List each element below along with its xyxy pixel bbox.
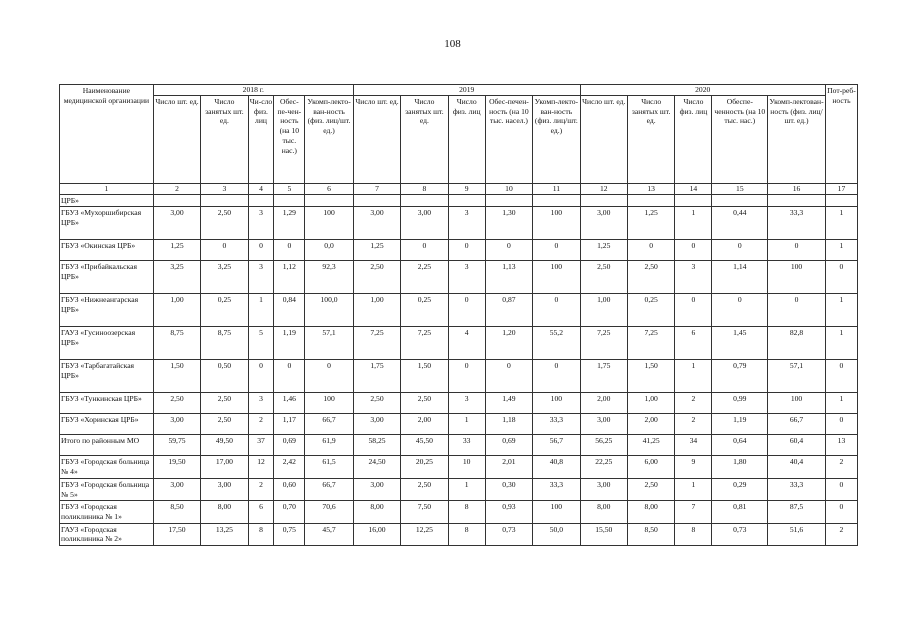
org-name-cell: ГАУЗ «Гусиноозерская ЦРБ»: [60, 327, 154, 360]
value-cell: 8,50: [627, 523, 674, 545]
org-name-cell: ГАУЗ «Городская поликлиника № 2»: [60, 523, 154, 545]
value-cell: 41,25: [627, 435, 674, 456]
value-cell: 0: [485, 360, 532, 393]
value-cell: 12,25: [401, 523, 448, 545]
value-cell: 100,0: [305, 294, 354, 327]
value-cell: 17,50: [153, 523, 200, 545]
value-cell: 3: [248, 393, 274, 414]
value-cell: 57,1: [768, 360, 826, 393]
value-cell: 0: [305, 360, 354, 393]
value-cell: 3: [448, 261, 485, 294]
value-cell: 3,00: [353, 478, 400, 500]
value-cell: 60,4: [768, 435, 826, 456]
value-cell: 1: [825, 207, 857, 240]
header-year-2018: 2018 г.: [153, 85, 353, 96]
value-cell: 6: [248, 501, 274, 523]
org-name-cell: ГБУЗ «Мухоршибирская ЦРБ»: [60, 207, 154, 240]
value-cell: 20,25: [401, 456, 448, 478]
value-cell: 16,00: [353, 523, 400, 545]
value-cell: 8,00: [627, 501, 674, 523]
value-cell: [580, 194, 627, 207]
value-cell: [768, 194, 826, 207]
value-cell: 3,00: [401, 207, 448, 240]
column-number: 1: [60, 184, 154, 195]
value-cell: 0: [675, 240, 712, 261]
value-cell: 3,25: [201, 261, 248, 294]
value-cell: 7,50: [401, 501, 448, 523]
value-cell: 8: [448, 523, 485, 545]
value-cell: [353, 194, 400, 207]
value-cell: 0: [533, 360, 580, 393]
value-cell: 61,5: [305, 456, 354, 478]
value-cell: [448, 194, 485, 207]
value-cell: 40,8: [533, 456, 580, 478]
value-cell: 0,93: [485, 501, 532, 523]
value-cell: 19,50: [153, 456, 200, 478]
value-cell: 0: [274, 360, 305, 393]
value-cell: 3,00: [353, 414, 400, 435]
value-cell: 34: [675, 435, 712, 456]
value-cell: 1,75: [580, 360, 627, 393]
value-cell: 15,50: [580, 523, 627, 545]
value-cell: 0,87: [485, 294, 532, 327]
value-cell: 12: [248, 456, 274, 478]
value-cell: 49,50: [201, 435, 248, 456]
table-row: [60, 194, 858, 207]
value-cell: 0,25: [627, 294, 674, 327]
column-number: 7: [353, 184, 400, 195]
value-cell: 8,75: [153, 327, 200, 360]
value-cell: 0,44: [712, 207, 768, 240]
value-cell: 10: [448, 456, 485, 478]
value-cell: [627, 194, 674, 207]
value-cell: 7,25: [401, 327, 448, 360]
value-cell: 2,00: [401, 414, 448, 435]
value-cell: 33,3: [768, 207, 826, 240]
value-cell: 82,8: [768, 327, 826, 360]
header-year-2020: 2020: [580, 85, 825, 96]
value-cell: 8: [675, 523, 712, 545]
value-cell: 2,50: [201, 414, 248, 435]
column-number: 15: [712, 184, 768, 195]
value-cell: 0,73: [485, 523, 532, 545]
value-cell: 0,30: [485, 478, 532, 500]
header-need: Пот-реб-ность: [825, 85, 857, 184]
header-2018-col-2: Число занятых шт. ед.: [201, 96, 248, 184]
value-cell: 1,17: [274, 414, 305, 435]
column-number: 9: [448, 184, 485, 195]
value-cell: 0: [533, 294, 580, 327]
value-cell: 0: [768, 294, 826, 327]
org-name-cell: ГБУЗ «Тункинская ЦРБ»: [60, 393, 154, 414]
value-cell: 2: [248, 414, 274, 435]
value-cell: 3: [675, 261, 712, 294]
header-2020-col-2: Число занятых шт. ед.: [627, 96, 674, 184]
value-cell: 8,00: [201, 501, 248, 523]
value-cell: 8,00: [580, 501, 627, 523]
column-number: 10: [485, 184, 532, 195]
value-cell: [153, 194, 200, 207]
value-cell: 8,75: [201, 327, 248, 360]
column-numbers-row: [60, 184, 858, 195]
value-cell: 2,50: [201, 207, 248, 240]
header-org: Наименование медицинской организации: [60, 85, 154, 184]
table-row: [60, 294, 858, 327]
value-cell: 13: [825, 435, 857, 456]
value-cell: [533, 194, 580, 207]
value-cell: 0,75: [274, 523, 305, 545]
value-cell: 2,00: [580, 393, 627, 414]
value-cell: 1,25: [627, 207, 674, 240]
value-cell: 0,60: [274, 478, 305, 500]
table-row: [60, 523, 858, 545]
value-cell: 1: [825, 393, 857, 414]
value-cell: 3: [248, 261, 274, 294]
value-cell: 2,00: [627, 414, 674, 435]
value-cell: 0: [448, 240, 485, 261]
value-cell: 1,00: [580, 294, 627, 327]
value-cell: 1,49: [485, 393, 532, 414]
value-cell: 1,18: [485, 414, 532, 435]
value-cell: 1: [448, 478, 485, 500]
value-cell: 0: [825, 478, 857, 500]
value-cell: 33,3: [533, 478, 580, 500]
value-cell: 0,0: [305, 240, 354, 261]
value-cell: 100: [533, 501, 580, 523]
value-cell: 0: [627, 240, 674, 261]
value-cell: 8,00: [353, 501, 400, 523]
value-cell: 1: [675, 478, 712, 500]
header-2018-col-1: Число шт. ед.: [153, 96, 200, 184]
value-cell: 24,50: [353, 456, 400, 478]
header-2018-col-4: Обес-пе-чен-ность (на 10 тыс. нас.): [274, 96, 305, 184]
value-cell: 2,50: [627, 478, 674, 500]
table-row: [60, 456, 858, 478]
value-cell: 6,00: [627, 456, 674, 478]
org-name-cell: ГБУЗ «Окинская ЦРБ»: [60, 240, 154, 261]
value-cell: 100: [768, 261, 826, 294]
value-cell: 1,25: [353, 240, 400, 261]
value-cell: 2,01: [485, 456, 532, 478]
header-year-2019: 2019: [353, 85, 580, 96]
value-cell: 1,46: [274, 393, 305, 414]
value-cell: 1,25: [580, 240, 627, 261]
table-header: [60, 85, 858, 195]
table-row: [60, 478, 858, 500]
value-cell: 70,6: [305, 501, 354, 523]
value-cell: 2: [248, 478, 274, 500]
column-number: 3: [201, 184, 248, 195]
value-cell: [401, 194, 448, 207]
value-cell: 2,50: [353, 393, 400, 414]
value-cell: 3,00: [580, 207, 627, 240]
value-cell: 3,00: [580, 414, 627, 435]
value-cell: 7,25: [627, 327, 674, 360]
table-row: [60, 261, 858, 294]
value-cell: 4: [448, 327, 485, 360]
value-cell: 0: [675, 294, 712, 327]
value-cell: [274, 194, 305, 207]
value-cell: 2,42: [274, 456, 305, 478]
value-cell: 6: [675, 327, 712, 360]
value-cell: 0,70: [274, 501, 305, 523]
value-cell: 7,25: [353, 327, 400, 360]
column-number: 5: [274, 184, 305, 195]
value-cell: 1: [825, 327, 857, 360]
value-cell: 1: [825, 240, 857, 261]
value-cell: [675, 194, 712, 207]
value-cell: 0,64: [712, 435, 768, 456]
value-cell: 3: [448, 393, 485, 414]
value-cell: 3,00: [353, 207, 400, 240]
value-cell: 1,45: [712, 327, 768, 360]
value-cell: 5: [248, 327, 274, 360]
header-2019-col-4: Обес-печен-ность (на 10 тыс. насел.): [485, 96, 532, 184]
column-number: 6: [305, 184, 354, 195]
table-row: [60, 393, 858, 414]
value-cell: 2: [825, 523, 857, 545]
value-cell: 2,50: [401, 393, 448, 414]
value-cell: 51,6: [768, 523, 826, 545]
value-cell: 40,4: [768, 456, 826, 478]
value-cell: 1,20: [485, 327, 532, 360]
value-cell: 0: [201, 240, 248, 261]
column-number: 14: [675, 184, 712, 195]
org-name-cell: Итого по районным МО: [60, 435, 154, 456]
value-cell: 0,29: [712, 478, 768, 500]
value-cell: 2,50: [353, 261, 400, 294]
value-cell: 8,50: [153, 501, 200, 523]
value-cell: 0: [248, 240, 274, 261]
value-cell: 3,00: [153, 478, 200, 500]
value-cell: 0: [825, 360, 857, 393]
value-cell: 2,50: [153, 393, 200, 414]
value-cell: 2,25: [401, 261, 448, 294]
value-cell: 1: [248, 294, 274, 327]
org-name-cell: ГБУЗ «Нижнеангарская ЦРБ»: [60, 294, 154, 327]
value-cell: 2: [675, 393, 712, 414]
value-cell: 7: [675, 501, 712, 523]
value-cell: 1: [675, 360, 712, 393]
column-number: 11: [533, 184, 580, 195]
value-cell: 1,29: [274, 207, 305, 240]
org-name-cell: ГБУЗ «Городская больница № 5»: [60, 478, 154, 500]
column-number: 2: [153, 184, 200, 195]
value-cell: 2: [675, 414, 712, 435]
value-cell: 0,99: [712, 393, 768, 414]
value-cell: 0: [768, 240, 826, 261]
value-cell: 17,00: [201, 456, 248, 478]
value-cell: 13,25: [201, 523, 248, 545]
column-number: 16: [768, 184, 826, 195]
header-2019-col-1: Число шт. ед.: [353, 96, 400, 184]
table-row: [60, 435, 858, 456]
value-cell: 0,50: [201, 360, 248, 393]
value-cell: 1: [825, 294, 857, 327]
value-cell: 100: [533, 207, 580, 240]
value-cell: 3,25: [153, 261, 200, 294]
value-cell: 0,69: [485, 435, 532, 456]
header-2018-col-5: Укомп-лекто-ван-ность (физ. лиц/шт. ед.): [305, 96, 354, 184]
value-cell: 0: [485, 240, 532, 261]
value-cell: 22,25: [580, 456, 627, 478]
org-name-cell: ЦРБ»: [60, 194, 154, 207]
value-cell: 0,73: [712, 523, 768, 545]
value-cell: 7,25: [580, 327, 627, 360]
value-cell: 56,7: [533, 435, 580, 456]
value-cell: 1,50: [153, 360, 200, 393]
value-cell: 8: [248, 523, 274, 545]
value-cell: 87,5: [768, 501, 826, 523]
value-cell: [305, 194, 354, 207]
value-cell: 59,75: [153, 435, 200, 456]
value-cell: 0: [448, 360, 485, 393]
column-number: 4: [248, 184, 274, 195]
value-cell: 0: [825, 261, 857, 294]
value-cell: 3: [248, 207, 274, 240]
value-cell: 1: [448, 414, 485, 435]
value-cell: 2,50: [627, 261, 674, 294]
value-cell: 57,1: [305, 327, 354, 360]
header-2019-col-5: Укомп-лекто-ван-ность (физ. лиц/шт. ед.): [533, 96, 580, 184]
header-2019-col-2: Число занятых шт. ед.: [401, 96, 448, 184]
value-cell: 0: [533, 240, 580, 261]
value-cell: [712, 194, 768, 207]
value-cell: 1,19: [274, 327, 305, 360]
value-cell: 2,50: [201, 393, 248, 414]
value-cell: 66,7: [305, 414, 354, 435]
column-number: 8: [401, 184, 448, 195]
value-cell: 0,25: [401, 294, 448, 327]
value-cell: 0: [401, 240, 448, 261]
staffing-table: [59, 84, 858, 546]
header-2020-col-3: Число физ. лиц: [675, 96, 712, 184]
org-name-cell: ГБУЗ «Прибайкальская ЦРБ»: [60, 261, 154, 294]
value-cell: 2,50: [580, 261, 627, 294]
value-cell: 100: [305, 393, 354, 414]
column-number: 17: [825, 184, 857, 195]
value-cell: 66,7: [305, 478, 354, 500]
value-cell: [201, 194, 248, 207]
value-cell: 9: [675, 456, 712, 478]
header-2018-col-3: Чи-сло физ. лиц: [248, 96, 274, 184]
value-cell: 3,00: [201, 478, 248, 500]
table-row: [60, 501, 858, 523]
value-cell: 1,25: [153, 240, 200, 261]
value-cell: 33: [448, 435, 485, 456]
value-cell: 0: [448, 294, 485, 327]
value-cell: 0,25: [201, 294, 248, 327]
value-cell: 56,25: [580, 435, 627, 456]
value-cell: 3,00: [153, 414, 200, 435]
table-row: [60, 360, 858, 393]
value-cell: 61,9: [305, 435, 354, 456]
org-name-cell: ГБУЗ «Городская больница № 4»: [60, 456, 154, 478]
value-cell: 1,50: [627, 360, 674, 393]
table-row: [60, 414, 858, 435]
value-cell: 0,81: [712, 501, 768, 523]
value-cell: 3,00: [153, 207, 200, 240]
org-name-cell: ГБУЗ «Хоринская ЦРБ»: [60, 414, 154, 435]
value-cell: 1,00: [353, 294, 400, 327]
table-row: [60, 327, 858, 360]
value-cell: [248, 194, 274, 207]
value-cell: 50,0: [533, 523, 580, 545]
value-cell: 33,3: [533, 414, 580, 435]
value-cell: 0: [712, 240, 768, 261]
value-cell: 45,7: [305, 523, 354, 545]
value-cell: 0: [274, 240, 305, 261]
header-2020-col-5: Укомп-лектован-ность (физ. лиц/шт. ед.): [768, 96, 826, 184]
header-2019-col-3: Число физ. лиц: [448, 96, 485, 184]
value-cell: 1,14: [712, 261, 768, 294]
value-cell: 37: [248, 435, 274, 456]
header-2020-col-1: Число шт. ед.: [580, 96, 627, 184]
org-name-cell: ГБУЗ «Городская поликлиника № 1»: [60, 501, 154, 523]
value-cell: 1: [675, 207, 712, 240]
value-cell: 100: [533, 393, 580, 414]
value-cell: 1,30: [485, 207, 532, 240]
value-cell: 2,50: [401, 478, 448, 500]
value-cell: 1,13: [485, 261, 532, 294]
value-cell: 3: [448, 207, 485, 240]
value-cell: 92,3: [305, 261, 354, 294]
value-cell: 1,00: [153, 294, 200, 327]
value-cell: 0,69: [274, 435, 305, 456]
value-cell: 66,7: [768, 414, 826, 435]
value-cell: 0: [825, 501, 857, 523]
value-cell: 0: [712, 294, 768, 327]
value-cell: 58,25: [353, 435, 400, 456]
value-cell: 1,00: [627, 393, 674, 414]
value-cell: 1,12: [274, 261, 305, 294]
column-number: 12: [580, 184, 627, 195]
value-cell: 45,50: [401, 435, 448, 456]
table-body: [60, 194, 858, 545]
value-cell: 0: [825, 414, 857, 435]
value-cell: 8: [448, 501, 485, 523]
value-cell: 33,3: [768, 478, 826, 500]
page-number: 108: [444, 38, 461, 50]
value-cell: 1,19: [712, 414, 768, 435]
value-cell: 0: [248, 360, 274, 393]
value-cell: 3,00: [580, 478, 627, 500]
value-cell: 1,75: [353, 360, 400, 393]
value-cell: 100: [768, 393, 826, 414]
value-cell: 2: [825, 456, 857, 478]
value-cell: 55,2: [533, 327, 580, 360]
value-cell: 0,79: [712, 360, 768, 393]
org-name-cell: ГБУЗ «Тарбагатайская ЦРБ»: [60, 360, 154, 393]
header-2020-col-4: Обеспе-ченность (на 10 тыс. нас.): [712, 96, 768, 184]
value-cell: 100: [533, 261, 580, 294]
table-row: [60, 240, 858, 261]
value-cell: 100: [305, 207, 354, 240]
column-number: 13: [627, 184, 674, 195]
value-cell: 0,84: [274, 294, 305, 327]
value-cell: 1,80: [712, 456, 768, 478]
value-cell: 1,50: [401, 360, 448, 393]
value-cell: [825, 194, 857, 207]
value-cell: [485, 194, 532, 207]
table-row: [60, 207, 858, 240]
